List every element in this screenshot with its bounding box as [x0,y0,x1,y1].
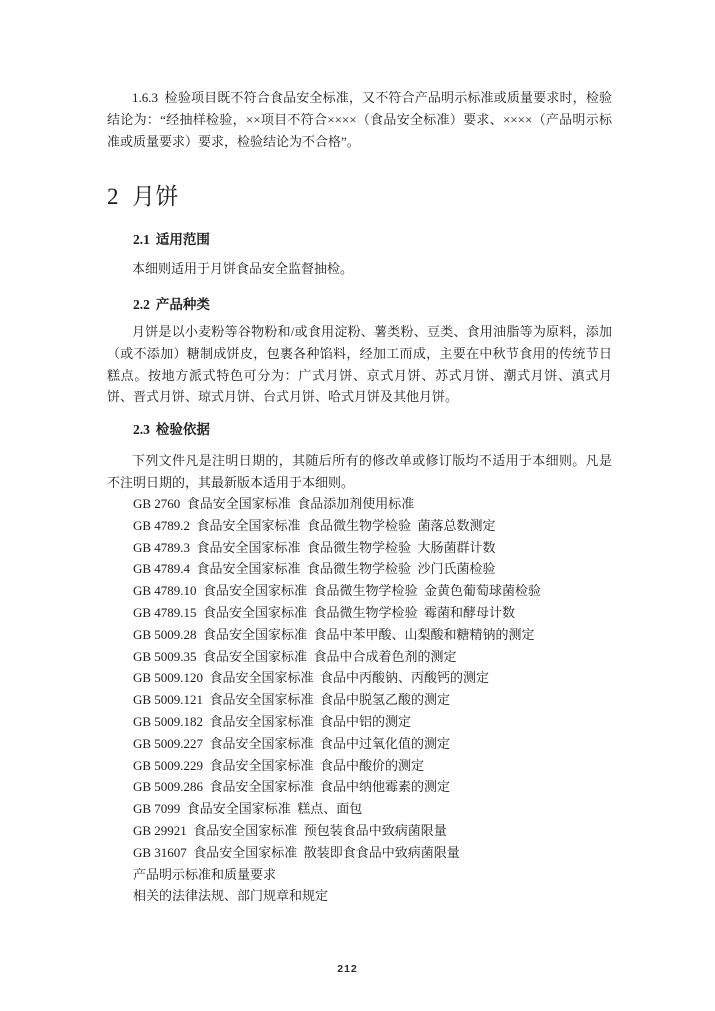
standard-item: GB 4789.15 食品安全国家标准 食品微生物学检验 霉菌和酵母计数 [133,604,516,620]
section-heading-2-2 [133,295,210,315]
clause-1-6-3-paragraph: 1.6.3 检验项目既不符合食品安全标准，又不符合产品明示标准或质量要求时，检验结论为：“经抽样检验，××项目不符合××××（食品安全标准）要求、××××（产品明示标准或质量要求）要求，检验结论为不合格”。 [107,90,612,149]
page-number: 212 [337,963,358,975]
section-2-2-paragraph: 月饼是以小麦粉等谷物粉和/或食用淀粉、薯类粉、豆类、食用油脂等为原料，添加（或不添加）糖制成饼皮，包裹各种馅料，经加工而成，主要在中秋节食用的传统节日糕点。按地方派式特色可分为：广式月饼、京式月饼、苏式月饼、潮式月饼、滇式月饼、晋式月饼、琼式月饼、台式月饼、哈式月饼及其他月饼。 [107,324,612,405]
section-number-2-1: 2.1 [133,232,150,247]
section-title-2-3: 检验依据 [155,422,210,437]
standard-item: GB 29921 食品安全国家标准 预包装食品中致病菌限量 [133,822,447,838]
standard-item: GB 7099 食品安全国家标准 糕点、面包 [133,801,363,817]
standard-item: 相关的法律法规、部门规章和规定 [133,888,329,904]
section-title-2-2: 产品种类 [155,297,210,312]
standard-item: GB 4789.3 食品安全国家标准 食品微生物学检验 大肠菌群计数 [133,539,496,555]
section-2-1-paragraph: 本细则适用于月饼食品安全监督抽检。 [132,261,354,276]
standard-item: GB 5009.286 食品安全国家标准 食品中纳他霉素的测定 [133,779,451,795]
standard-item: GB 5009.229 食品安全国家标准 食品中酸价的测定 [133,757,425,773]
section-heading-2-1 [133,230,210,250]
chapter-number: 2 [107,184,119,209]
standard-item: 产品明示标准和质量要求 [133,866,277,882]
section-number-2-3: 2.3 [133,422,150,437]
standards-list [133,493,613,907]
standard-item: GB 5009.182 食品安全国家标准 食品中铝的测定 [133,713,412,729]
standard-item: GB 5009.120 食品安全国家标准 食品中丙酸钠、丙酸钙的测定 [133,670,490,686]
standard-item: GB 5009.28 食品安全国家标准 食品中苯甲酸、山梨酸和糖精钠的测定 [133,626,535,642]
standard-item: GB 5009.121 食品安全国家标准 食品中脱氢乙酸的测定 [133,692,451,708]
standard-item: GB 31607 食品安全国家标准 散装即食食品中致病菌限量 [133,844,460,860]
chapter-heading [107,182,179,212]
standard-item: GB 5009.227 食品安全国家标准 食品中过氧化值的测定 [133,735,451,751]
section-2-3-paragraph: 下列文件凡是注明日期的，其随后所有的修改单或修订版均不适用于本细则。凡是不注明日期的，其最新版本适用于本细则。 [107,453,612,490]
standard-item: GB 2760 食品安全国家标准 食品添加剂使用标准 [133,496,415,511]
standard-item: GB 4789.10 食品安全国家标准 食品微生物学检验 金黄色葡萄球菌检验 [133,583,542,599]
chapter-title: 月饼 [132,184,179,209]
standard-item: GB 5009.35 食品安全国家标准 食品中合成着色剂的测定 [133,648,457,664]
section-heading-2-3 [133,420,210,440]
standard-item: GB 4789.2 食品安全国家标准 食品微生物学检验 菌落总数测定 [133,517,496,533]
section-number-2-2: 2.2 [133,297,150,312]
section-title-2-1: 适用范围 [155,232,210,247]
standard-item: GB 4789.4 食品安全国家标准 食品微生物学检验 沙门氏菌检验 [133,561,496,577]
